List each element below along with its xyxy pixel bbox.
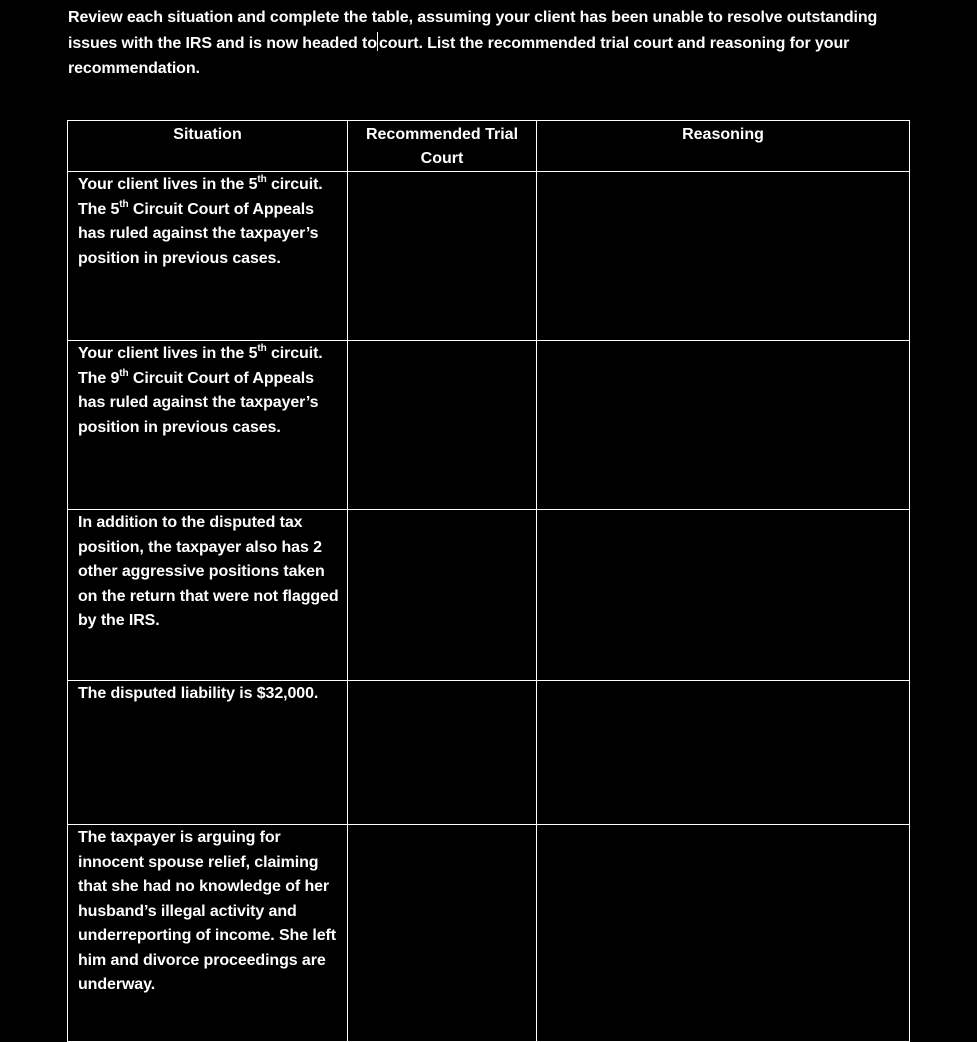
instructions-paragraph: [68, 5, 908, 82]
table-row: [68, 172, 910, 341]
table-row: [68, 681, 910, 825]
situation-cell: [68, 510, 348, 681]
ordinal-suffix: th: [257, 343, 267, 354]
table-row: [68, 510, 910, 681]
situation-cell: [68, 825, 348, 1042]
situation-text: The disputed liability is $32,000.: [78, 685, 319, 702]
recommendation-table: [67, 120, 910, 1042]
recommended-court-cell[interactable]: [348, 172, 537, 341]
table-row: [68, 341, 910, 510]
situation-text: [78, 172, 339, 271]
situation-cell: [68, 172, 348, 341]
situation-text-part: Circuit Court of Appeals has ruled against the taxpayer’s position in previous cases.: [78, 369, 319, 436]
header-reasoning: Reasoning: [537, 121, 910, 172]
situation-text-part: Your client lives in the 5: [78, 345, 258, 362]
situation-cell: [68, 681, 348, 825]
table-header-row: [68, 121, 910, 172]
situation-text: [78, 341, 339, 440]
recommended-court-cell[interactable]: [348, 681, 537, 825]
ordinal-suffix: th: [257, 174, 267, 185]
reasoning-cell[interactable]: [537, 341, 910, 510]
ordinal-suffix: th: [119, 198, 129, 210]
instructions-text-after-caret: court. List the recommended trial court and reasoning for your recommendation.: [68, 34, 850, 77]
reasoning-cell[interactable]: [537, 825, 910, 1042]
text-caret: [377, 32, 378, 51]
header-recommended-trial-court: Recommended Trial Court: [348, 121, 537, 172]
situation-text-part: Circuit Court of Appeals has ruled against the taxpayer’s position in previous cases.: [78, 200, 319, 267]
reasoning-cell[interactable]: [537, 681, 910, 825]
header-situation: Situation: [68, 121, 348, 172]
recommended-court-cell[interactable]: [348, 825, 537, 1042]
instructions-text-before-caret: Review each situation and complete the table, assuming your client has been unable to resolve outstanding issues with the IRS and is now headed to: [68, 9, 878, 52]
ordinal-suffix: th: [119, 367, 129, 379]
situation-text-part: circuit. The 9: [78, 345, 323, 387]
situation-text: In addition to the disputed tax position, the taxpayer also has 2 other aggressive positions taken on the return that were not flagged by the IRS.: [78, 514, 339, 629]
reasoning-cell[interactable]: [537, 510, 910, 681]
table-row: [68, 825, 910, 1042]
situation-cell: [68, 341, 348, 510]
situation-text-part: circuit. The 5: [78, 176, 323, 218]
reasoning-cell[interactable]: [537, 172, 910, 341]
recommended-court-cell[interactable]: [348, 341, 537, 510]
situation-text-part: Your client lives in the 5: [78, 176, 258, 193]
recommended-court-cell[interactable]: [348, 510, 537, 681]
situation-text: The taxpayer is arguing for innocent spouse relief, claiming that she had no knowledge of her husband’s illegal activity and underreporting of income. She left him and divorce proceedings are underway.: [78, 829, 336, 993]
